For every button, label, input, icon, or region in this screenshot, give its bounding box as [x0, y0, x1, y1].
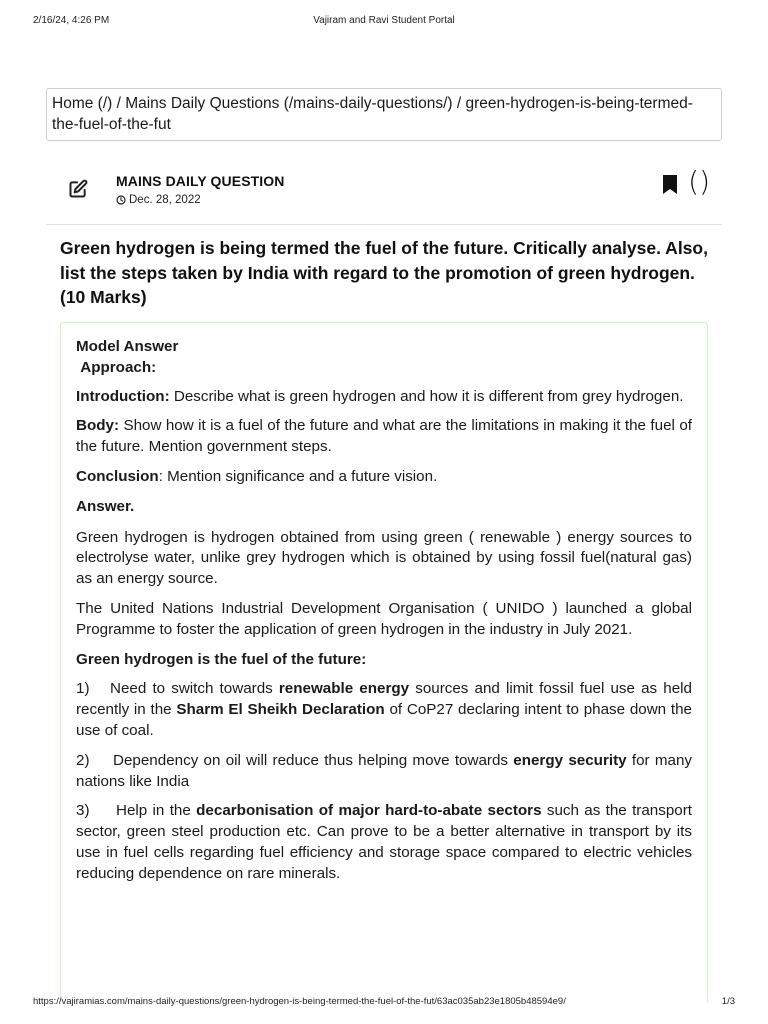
point-2-bold-a: energy security: [513, 751, 627, 769]
edit-icon[interactable]: [68, 179, 88, 199]
page-number: 1/3: [721, 996, 735, 1007]
point-1-bold-b: Sharm El Sheikh Declaration: [176, 701, 385, 719]
question-header: [46, 165, 722, 224]
point-1-number: 1): [76, 680, 90, 698]
point-3-bold-a: decarbonisation of major hard-to-abate sectors: [196, 802, 542, 820]
point-2-number: 2): [76, 751, 90, 769]
point-1-text-c: of CoP27 declaring intent to phase down the use of coal.: [76, 701, 692, 739]
model-answer-label: Model Answer: [76, 338, 179, 355]
introduction-label: Introduction:: [76, 387, 170, 405]
conclusion-text: : Mention significance and a future vision.: [158, 467, 438, 485]
question-type-label: MAINS DAILY QUESTION: [116, 173, 285, 189]
question-date-row: [116, 194, 201, 206]
approach-conclusion: [76, 467, 692, 488]
approach-label: [76, 358, 692, 379]
section-heading: Green hydrogen is the fuel of the future:: [76, 650, 367, 668]
answer-para-2: The United Nations Industrial Development Organisation ( UNIDO ) launched a global Programme to foster the application of green hydrogen in the industry in July 2021.: [76, 599, 692, 638]
point-2: [76, 751, 692, 793]
approach-label-text: Approach:: [80, 358, 157, 376]
question-text: Green hydrogen is being termed the fuel of the future. Critically analyse. Also, list the steps taken by India with regard to the promotion of green hydrogen. (10 Marks): [60, 238, 708, 307]
body-text: Show how it is a fuel of the future and what are the limitations in making it the fuel of the future. Mention government steps.: [76, 417, 692, 456]
point-3-text-a: Help in the: [116, 802, 197, 820]
print-footer: [33, 996, 735, 1010]
point-1-text-b: sources and limit fossil fuel use as held recently in the: [76, 680, 692, 719]
point-1-bold-a: renewable energy: [278, 680, 410, 698]
question-date: Dec. 28, 2022: [129, 194, 201, 206]
header-divider: [46, 224, 722, 225]
clock-icon: [116, 195, 126, 205]
answer-para-1: Green hydrogen is hydrogen obtained from using green ( renewable ) energy sources to electrolyse water, unlike grey hydrogen which is obtained by using fossil fuel(natural gas) as an energy source.: [76, 528, 692, 588]
breadcrumb[interactable]: Home (/) / Mains Daily Questions (/mains-daily-questions/) / green-hydrogen-is-being-termed-the-fuel-of-the-fut: [46, 88, 722, 141]
introduction-text: Describe what is green hydrogen and how it is different from grey hydrogen.: [169, 387, 684, 405]
model-answer-box: [60, 322, 708, 1002]
point-3-text-b: such as the transport sector, green steel production etc. Can prove to be a better alternative in transport by its use in fuel cells regarding fuel efficiency and storage space compared to electric vehicles reducing dependence on rare minerals.: [76, 802, 693, 882]
approach-introduction: [76, 387, 692, 408]
conclusion-label: Conclusion: [76, 467, 159, 485]
body-label: Body:: [76, 417, 120, 435]
point-3: [76, 801, 692, 884]
point-2-text-b: for many nations like India: [76, 751, 692, 790]
print-header: [33, 15, 735, 29]
page-url[interactable]: https://vajiramias.com/mains-daily-questions/green-hydrogen-is-being-termed-the-fuel-of-the-fut/63ac035ab23e1805b48594e9/: [33, 996, 566, 1007]
point-1-text-a: Need to switch towards: [110, 680, 279, 698]
print-datetime: 2/16/24, 4:26 PM: [33, 15, 110, 26]
approach-body: [76, 416, 692, 458]
bookmark-icon[interactable]: [662, 174, 678, 195]
point-1: [76, 679, 692, 741]
print-page-title: Vajiram and Ravi Student Portal: [313, 15, 455, 26]
bookmark-count: (): [688, 165, 710, 198]
point-2-text-a: Dependency on oil will reduce thus helping move towards: [113, 751, 514, 769]
point-3-number: 3): [76, 802, 90, 820]
answer-label: Answer.: [76, 497, 135, 515]
